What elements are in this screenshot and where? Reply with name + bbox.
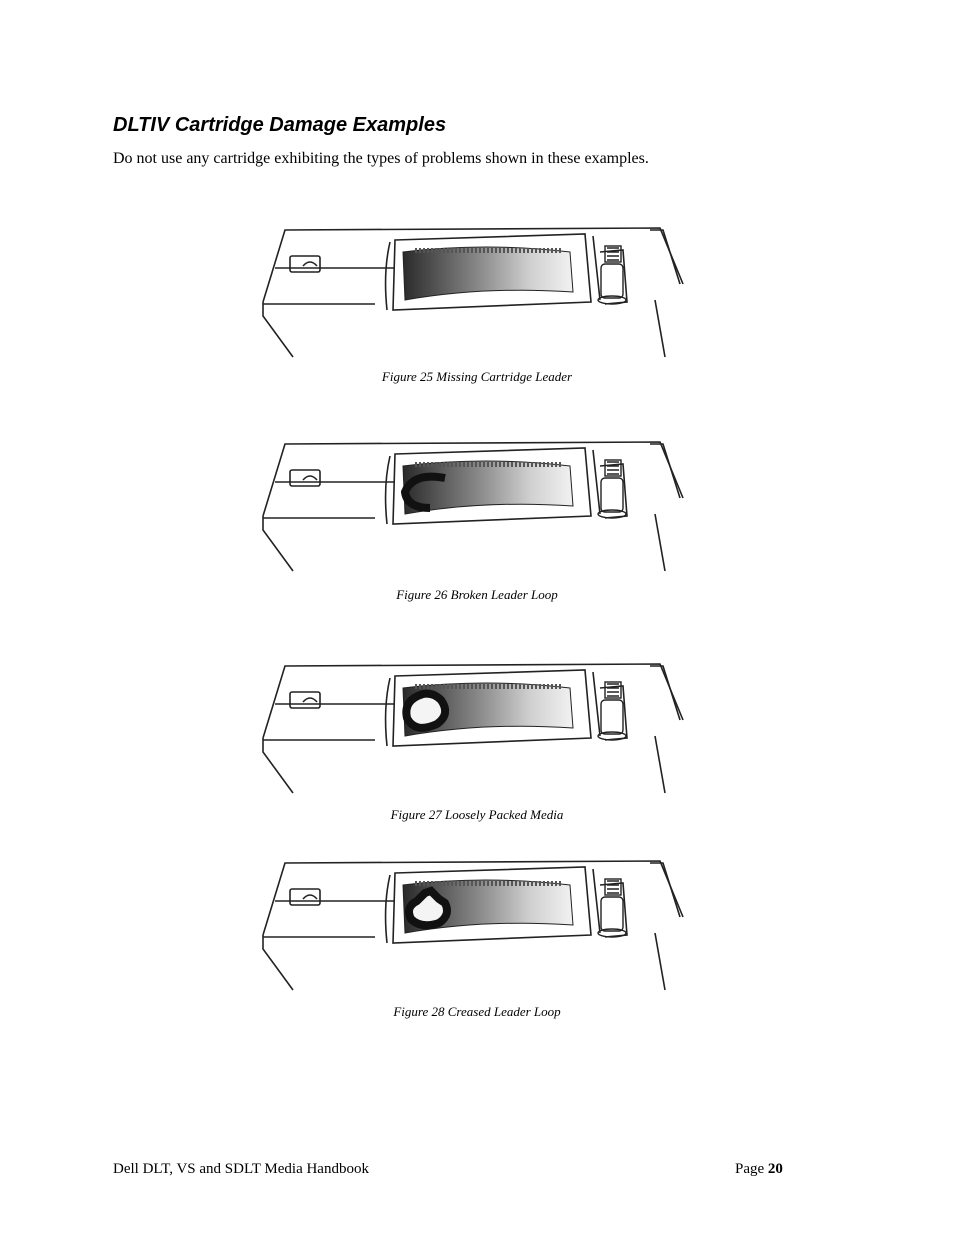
figure-loosely-packed-media bbox=[255, 658, 695, 798]
figure-25-caption: Figure 25 Missing Cartridge Leader bbox=[381, 369, 573, 384]
cartridge-illustration bbox=[255, 222, 695, 362]
cartridge-illustration bbox=[255, 436, 695, 576]
page-label: Page bbox=[735, 1161, 765, 1177]
figure-26-caption: Figure 26 Broken Leader Loop bbox=[396, 587, 558, 602]
page-heading: DLTIV Cartridge Damage Examples bbox=[113, 114, 447, 136]
footer-document-title: Dell DLT, VS and SDLT Media Handbook bbox=[113, 1161, 369, 1177]
cartridge-illustration bbox=[255, 658, 695, 798]
figure-creased-leader-loop bbox=[255, 855, 695, 995]
cartridge-illustration bbox=[255, 855, 695, 995]
figure-broken-leader-loop bbox=[255, 436, 695, 576]
figure-missing-cartridge-leader bbox=[255, 222, 695, 362]
intro-paragraph: Do not use any cartridge exhibiting the types of problems shown in these examples. bbox=[113, 150, 649, 167]
page-number: 20 bbox=[767, 1161, 783, 1177]
figure-27-caption: Figure 27 Loosely Packed Media bbox=[390, 807, 564, 822]
footer-page-number bbox=[735, 1161, 783, 1178]
figure-28-caption: Figure 28 Creased Leader Loop bbox=[393, 1004, 561, 1019]
